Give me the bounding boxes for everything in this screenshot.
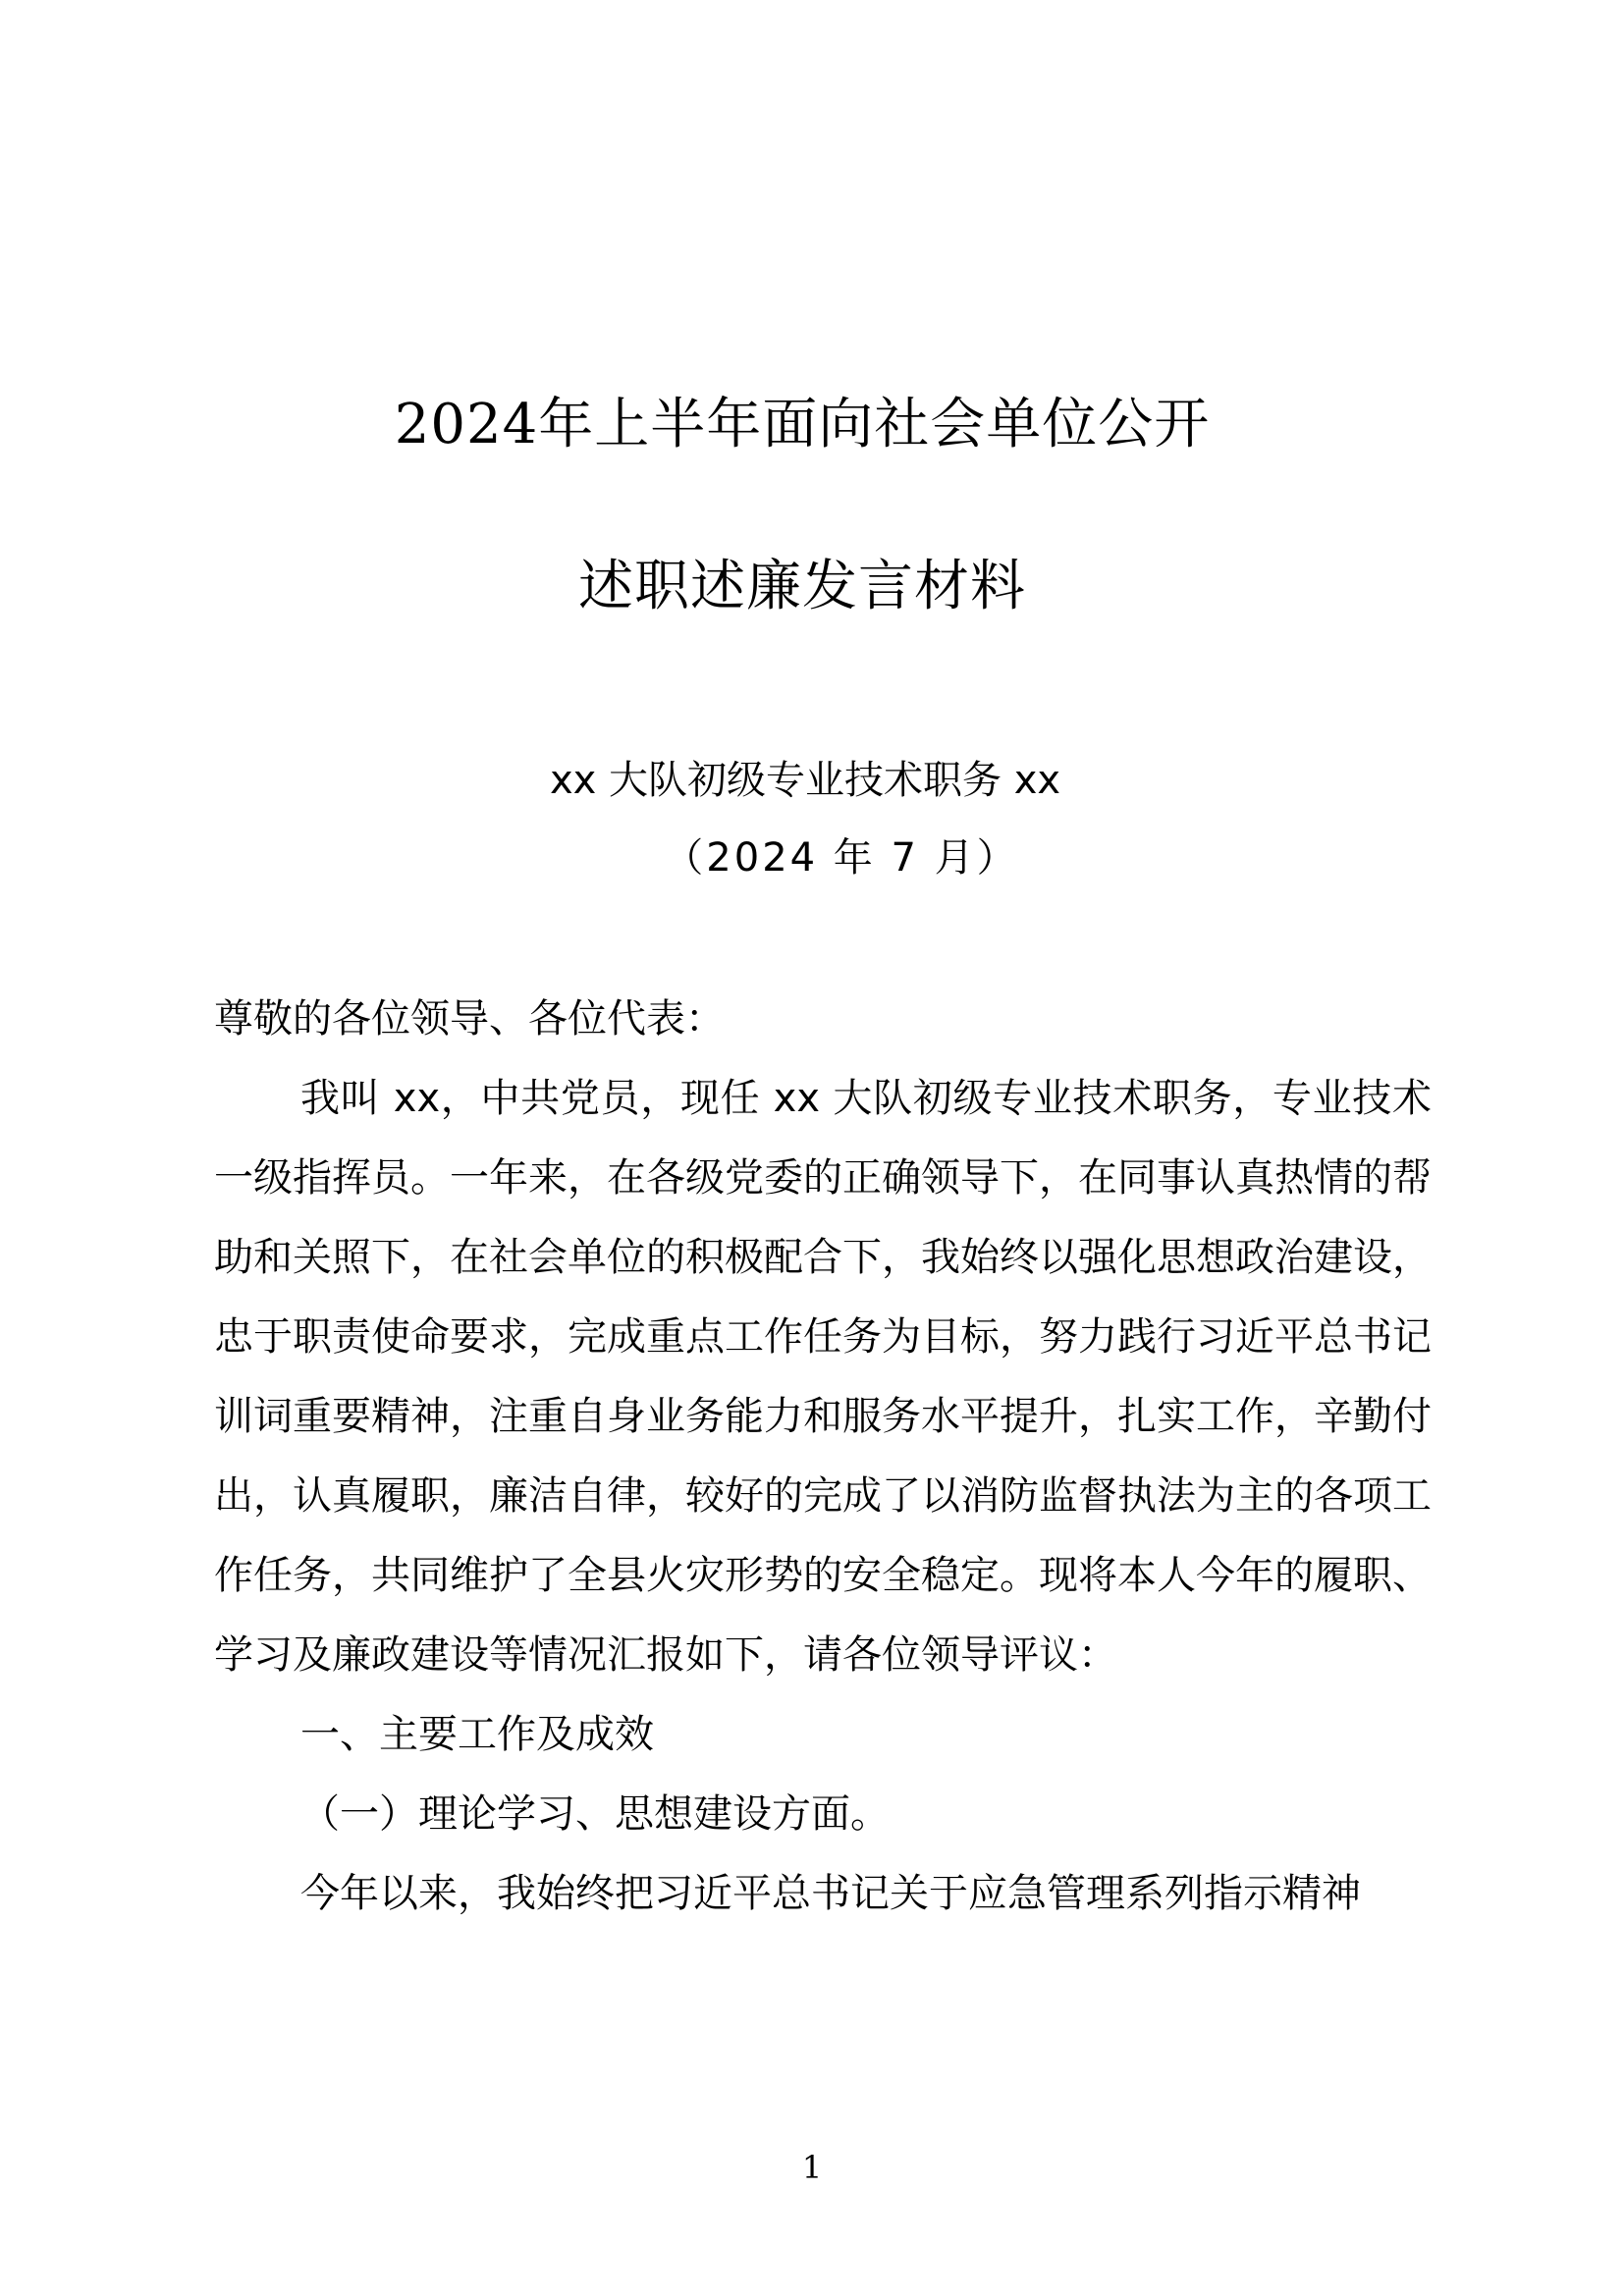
subsection-heading-1: （一）理论学习、思想建设方面。 <box>300 1791 890 1837</box>
body-paragraph-2: 今年以来，我始终把习近平总书记关于应急管理系列指示精神 <box>300 1871 1361 1916</box>
title-text: 年上半年面向社会单位公开 <box>538 393 1211 456</box>
salutation: 尊敬的各位领导、各位代表： <box>214 996 725 1041</box>
document-title-line-2: 述职述廉发言材料 <box>578 555 1026 618</box>
author-byline: xx 大队初级专业技术职务 xx <box>549 758 1061 803</box>
document-title-line-1 <box>0 391 1614 459</box>
body-paragraph-1: 我叫 xx，中共党员，现任 xx 大队初级专业技术职务，专业技术一级指挥员。一年来，在各级党委的正确领导下，在同事认真热情的帮助和关照下，在社会单位的积极配合下，我始终以强化思想政治建设，忠于职责使命要求，完成重点工作任务为目标，努力践行习近平总书记训词重要精神，注重自身业务能力和服务水平提升，扎实工作，辛勤付出，认真履职，廉洁自律，较好的完成了以消防监督执法为主的各项工作任务，共同维护了全县火灾形势的安全稳定。现将本人今年的履职、学习及廉政建设等情况汇报如下，请各位领导评议： <box>214 1076 1432 1678</box>
document-date: （2024 年 7 月） <box>664 835 1019 881</box>
section-heading-1: 一、主要工作及成效 <box>300 1712 654 1757</box>
page-number: 1 <box>801 2149 823 2186</box>
title-year: 2024 <box>394 393 539 456</box>
document-body <box>214 980 1432 1934</box>
